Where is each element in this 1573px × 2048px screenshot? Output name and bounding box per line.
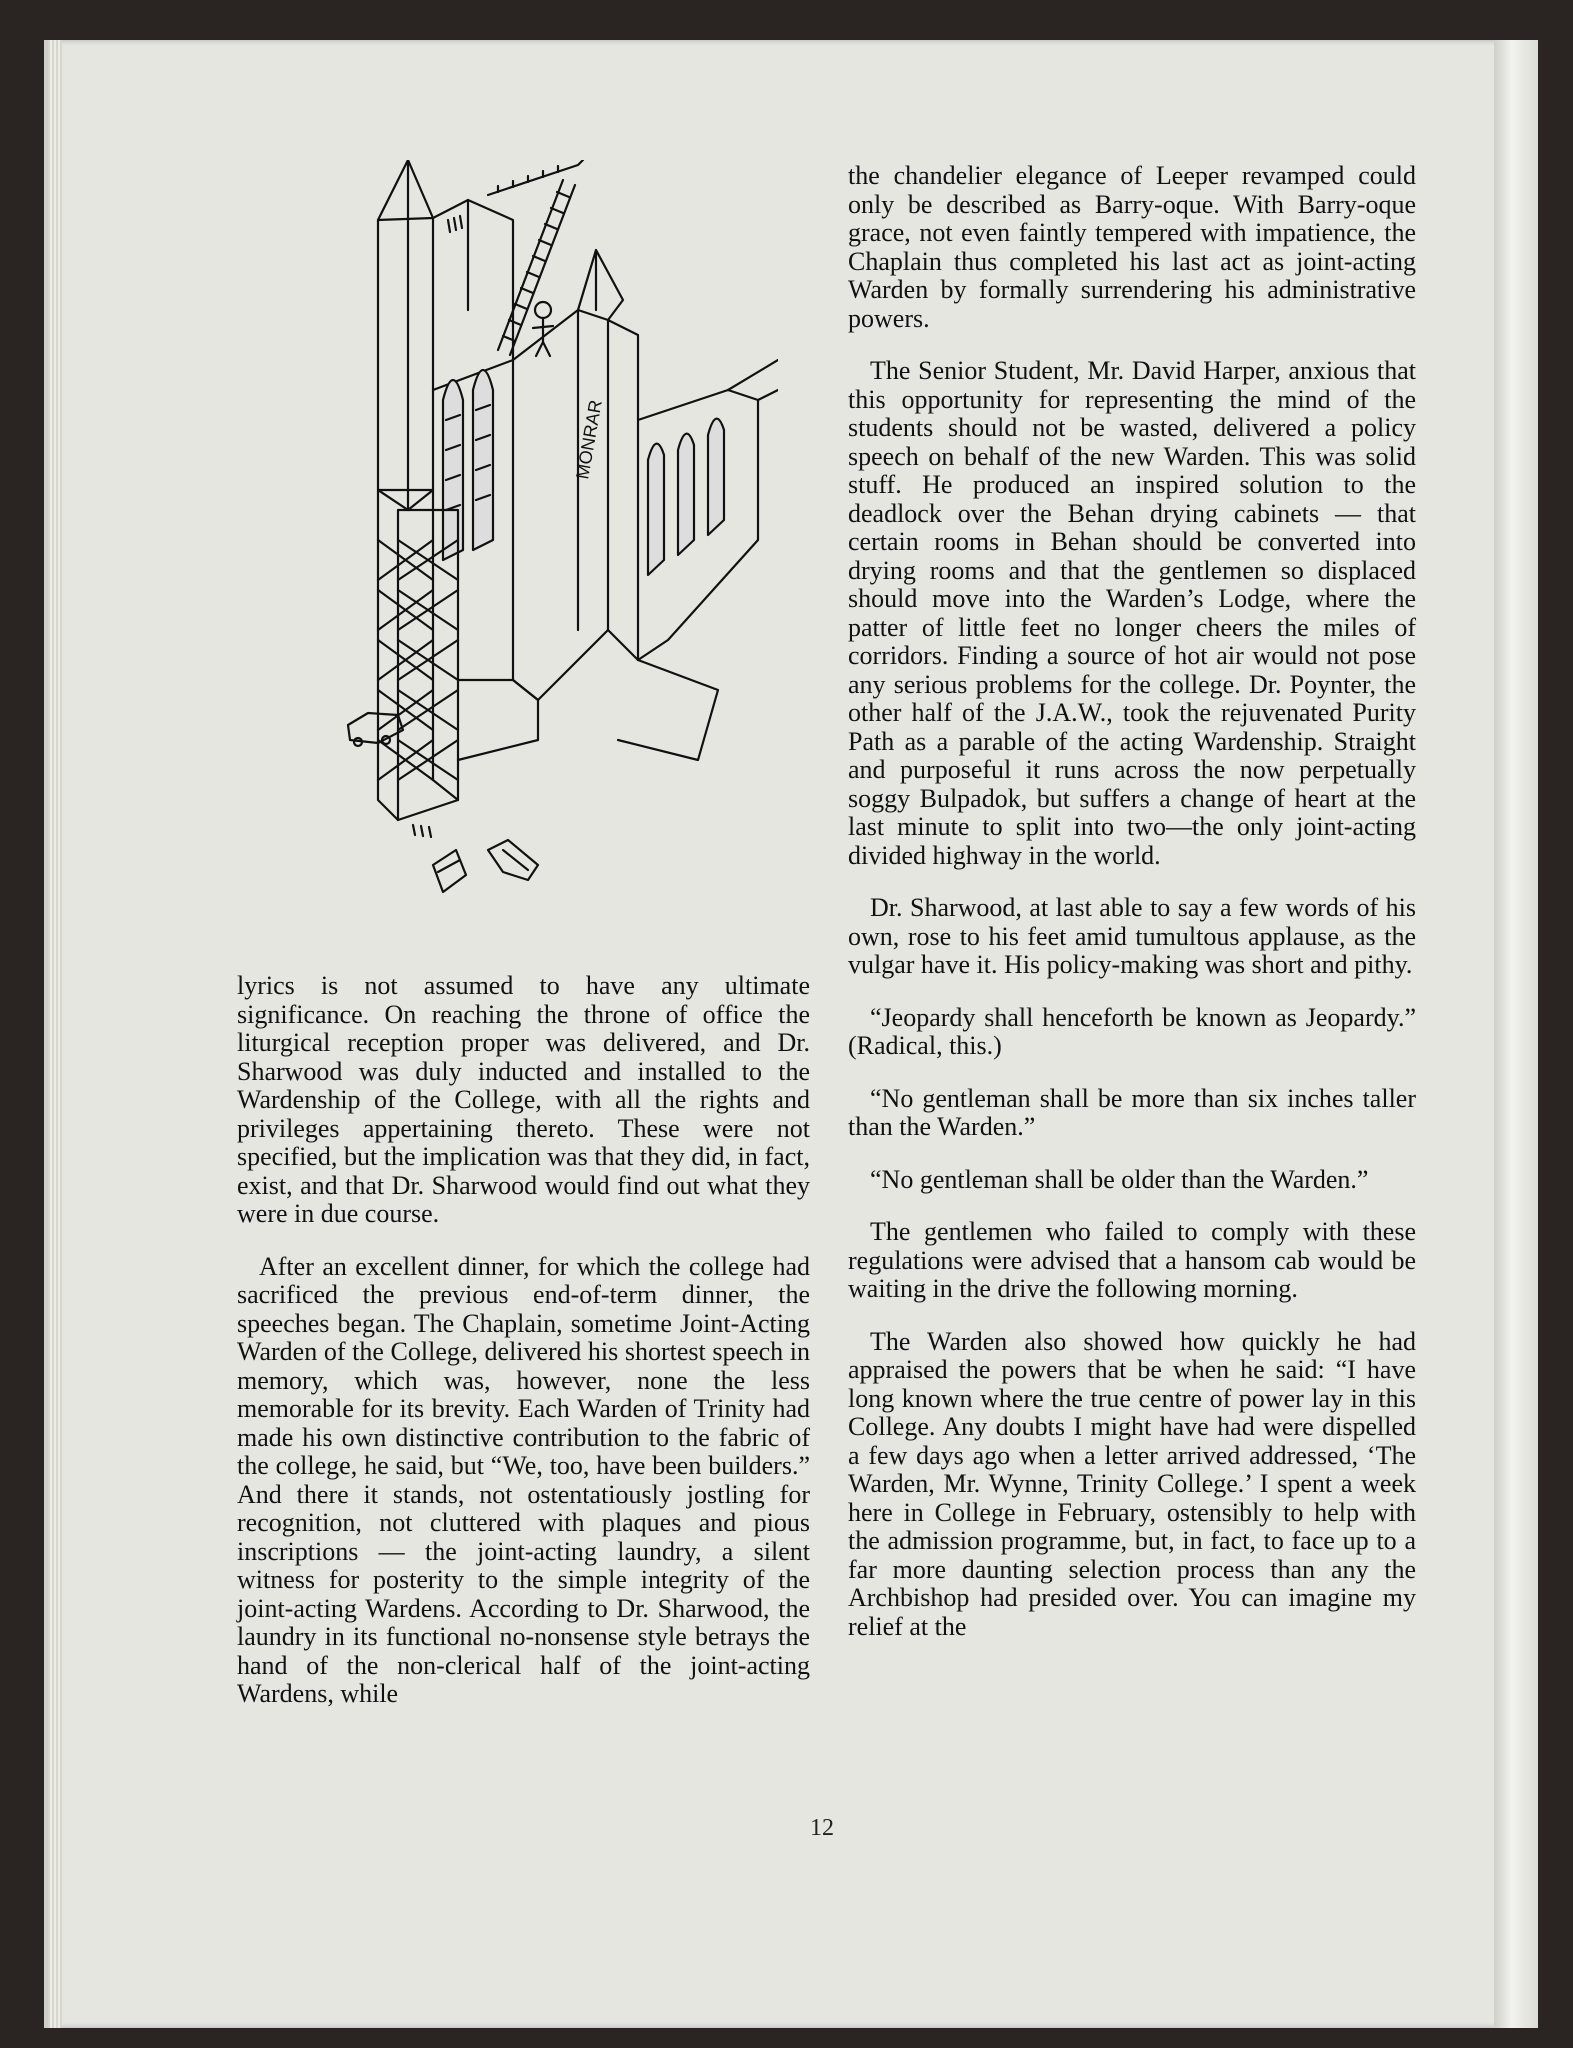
book-spine	[1494, 40, 1538, 2028]
right-column	[848, 162, 1416, 1665]
car-bottom	[433, 850, 466, 892]
base-block	[458, 680, 538, 760]
paragraph: The Warden also showed how quickly he had appraised the powers that be when he said: “I have long known where the true centre of power lay in this College. Any doubts I might have had were dispelled a few days ago when a letter arrived addressed, ‘The Warden, Mr. Wynne, Trinity College.’ I spent a week here in College in February, ostensibly to help with the admission programme, but, in fact, to face up to a far more daunting selection process than any the Archbishop had presided over. You can imagine my relief at the	[848, 1326, 1416, 1641]
paragraph: After an excellent dinner, for which the college had sacrificed the previous end-of-term dinner, the speeches began. The Chaplain, sometime Joint-Acting Warden of the College, delivered his shortest speech in memory, which was, however, none the less memorable for its brevity. Each Warden of Trinity had made his own distinctive contribution to the fabric of the college, he said, but “We, too, have been builders.” And there it stands, not ostentatiously jostling for recognition, not cluttered with plaques and pious inscriptions — the joint-acting laundry, a silent witness for posterity to the simple integrity of the joint-acting Wardens. According to Dr. Sharwood, the laundry in its functional no-nonsense style betrays the hand of the non-clerical half of the joint-acting Wardens, while	[237, 1251, 810, 1708]
right-block	[513, 310, 608, 700]
tower-body	[433, 200, 513, 390]
paragraph: the chandelier elegance of Leeper revamped could only be described as Barry-oque. With Barry-oque grace, not even faintly tempered with impatience, the Chaplain thus completed his last act as joint-acting Warden by formally surrendering his administrative powers.	[848, 161, 1416, 333]
paragraph: “No gentleman shall be older than the Warden.”	[870, 1164, 1369, 1194]
paragraph: lyrics is not assumed to have any ultimate significance. On reaching the throne of office the liturgical reception proper was delivered, and Dr. Sharwood was duly inducted and installed to the Wardenship of the College, with all the rights and privileges appertaining thereto. These were not specified, but the implication was that they did, in fact, exist, and that Dr. Sharwood would find out what they were in due course.	[237, 971, 810, 1228]
cartoon-illustration	[338, 160, 778, 920]
paragraph: The gentlemen who failed to comply with these regulations were advised that a hansom cab would be waiting in the drive the following morning.	[848, 1217, 1416, 1303]
figure-head	[535, 302, 551, 318]
paragraph: The Senior Student, Mr. David Harper, anxious that this opportunity for representing the mind of the students should not be wasted, delivered a policy speech on behalf of the new Warden. This was solid stuff. He produced an inspired solution to the deadlock over the Behan drying cabinets — that certain rooms in Behan should be converted into drying rooms and that the gentlemen so displaced should move into the Warden’s Lodge, where the patter of little feet no longer cheers the miles of corridors. Finding a source of hot air would not pose any serious problems for the college. Dr. Poynter, the other half of the J.A.W., took the rejuvenated Purity Path as a parable of the acting Wardenship. Straight and purposeful it runs across the now perpetually soggy Bulpadok, but suffers a change of heart at the last minute to split into two—the only joint-acting divided highway in the world.	[848, 356, 1416, 870]
side-wall	[608, 320, 638, 660]
left-column	[237, 972, 810, 1733]
left-spire	[378, 160, 433, 220]
page-edge	[48, 40, 62, 2028]
car-right	[488, 840, 538, 880]
gothic-window	[443, 380, 463, 560]
page-number: 12	[810, 1815, 834, 1841]
paragraph: Dr. Sharwood, at last able to say a few words of his own, rose to his feet amid tumultous applause, as the vulgar have it. His policy-making was short and pithy.	[848, 893, 1416, 979]
right-spire	[578, 250, 623, 320]
paragraph: “Jeopardy shall henceforth be known as Jeopardy.” (Radical, this.)	[848, 1002, 1416, 1060]
tower-lettering: MONRAR	[572, 398, 606, 481]
crane-bar	[488, 160, 583, 195]
paragraph: “No gentleman shall be more than six inches taller than the Warden.”	[848, 1083, 1416, 1141]
